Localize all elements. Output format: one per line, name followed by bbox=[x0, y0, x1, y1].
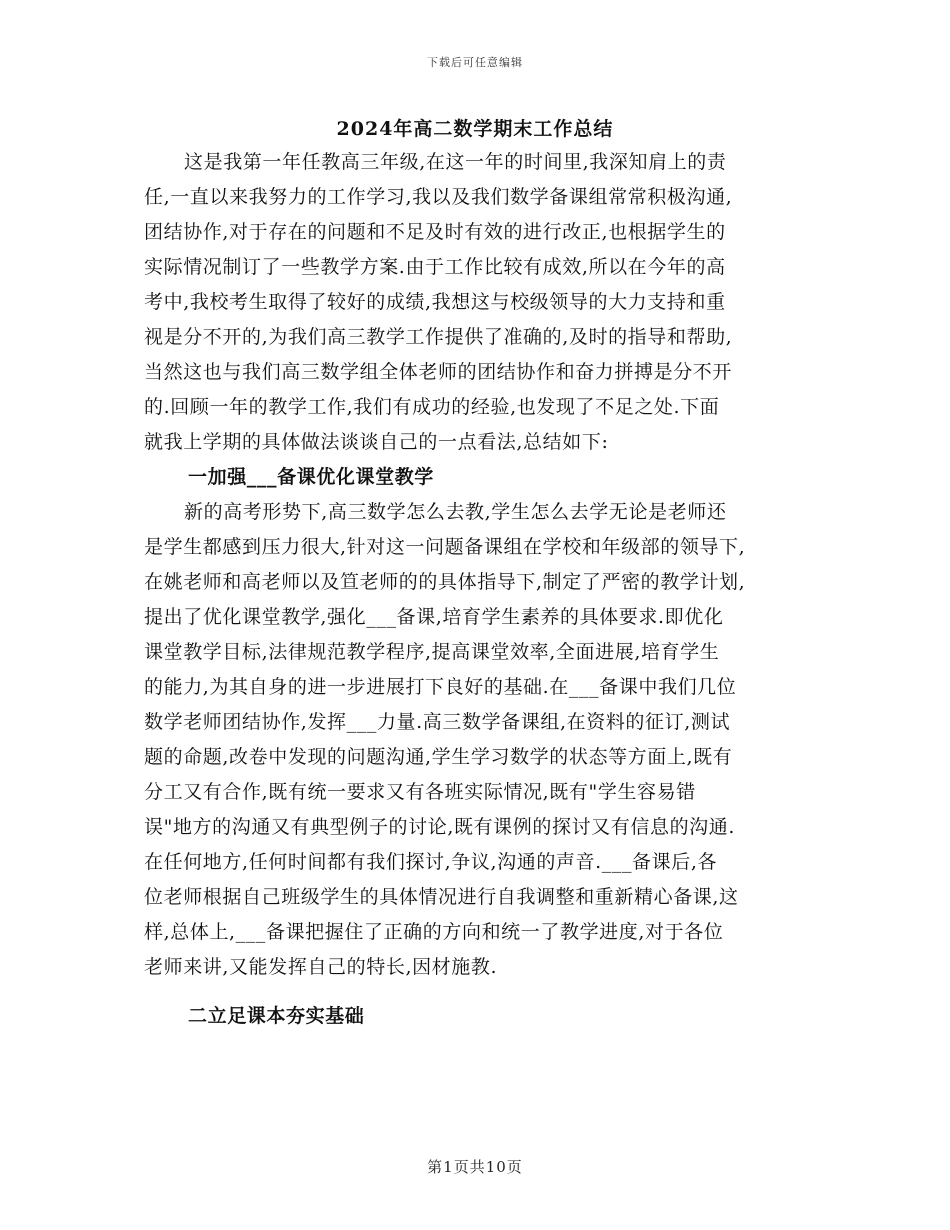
section-heading-2: 二立足课本夯实基础 bbox=[188, 1005, 365, 1027]
text-line: 老师来讲,又能发挥自己的特长,因材施教. bbox=[144, 956, 498, 978]
text-line: 视是分不开的,为我们高三教学工作提供了准确的,及时的指导和帮助, bbox=[144, 326, 733, 348]
text-line: 考中,我校考生取得了较好的成绩,我想这与校级领导的大力支持和重 bbox=[144, 291, 726, 313]
text-line: 分工又有合作,既有统一要求又有各班实际情况,既有"学生容易错 bbox=[144, 781, 696, 803]
text-line: 提出了优化课堂教学,强化___备课,培育学生素养的具体要求.即优化 bbox=[144, 606, 724, 628]
paragraph-2 bbox=[144, 495, 806, 985]
text-line: 团结协作,对于存在的问题和不足及时有效的进行改正,也根据学生的 bbox=[144, 221, 726, 243]
text-line: 新的高考形势下,高三数学怎么去教,学生怎么去学无论是老师还 bbox=[184, 501, 727, 523]
text-line: 在姚老师和高老师以及笪老师的的具体指导下,制定了严密的教学计划, bbox=[144, 571, 746, 593]
page-footer: 第1页共10页 bbox=[427, 1158, 523, 1176]
text-line: 样,总体上,___备课把握住了正确的方向和统一了教学进度,对于各位 bbox=[144, 921, 724, 943]
text-line: 任,一直以来我努力的工作学习,我以及我们数学备课组常常积极沟通, bbox=[144, 186, 733, 208]
text-line: 数学老师团结协作,发挥___力量.高三数学备课组,在资料的征订,测试 bbox=[144, 711, 731, 733]
text-line: 在任何地方,任何时间都有我们探讨,争议,沟通的声音.___备课后,各 bbox=[144, 851, 718, 873]
text-line: 的能力,为其自身的进一步进展打下良好的基础.在___备课中我们几位 bbox=[144, 676, 737, 698]
text-line: 题的命题,改卷中发现的问题沟通,学生学习数学的状态等方面上,既有 bbox=[144, 746, 733, 768]
text-line: 就我上学期的具体做法谈谈自己的一点看法,总结如下: bbox=[144, 431, 609, 453]
text-line: 这是我第一年任教高三年级,在这一年的时间里,我深知肩上的责 bbox=[184, 151, 727, 173]
text-line: 是学生都感到压力很大,针对这一问题备课组在学校和年级部的领导下, bbox=[144, 536, 746, 558]
text-line: 位老师根据自己班级学生的具体情况进行自我调整和重新精心备课,这 bbox=[144, 886, 739, 908]
section-heading-1: 一加强___备课优化课堂教学 bbox=[188, 466, 434, 488]
text-line: 当然这也与我们高三数学组全体老师的团结协作和奋力拼搏是分不开 bbox=[144, 361, 733, 383]
header-note: 下载后可任意编辑 bbox=[427, 56, 523, 69]
document-title: 2024年高二数学期末工作总结 bbox=[336, 118, 614, 140]
text-line: 误"地方的沟通又有典型例子的讨论,既有课例的探讨又有信息的沟通. bbox=[144, 816, 736, 838]
text-line: 的.回顾一年的教学工作,我们有成功的经验,也发现了不足之处.下面 bbox=[144, 396, 720, 418]
text-line: 实际情况制订了一些教学方案.由于工作比较有成效,所以在今年的高 bbox=[144, 256, 726, 278]
text-line: 课堂教学目标,法律规范教学程序,提高课堂效率,全面进展,培育学生 bbox=[144, 641, 720, 663]
document-body bbox=[144, 145, 806, 1034]
paragraph-1 bbox=[144, 145, 806, 460]
